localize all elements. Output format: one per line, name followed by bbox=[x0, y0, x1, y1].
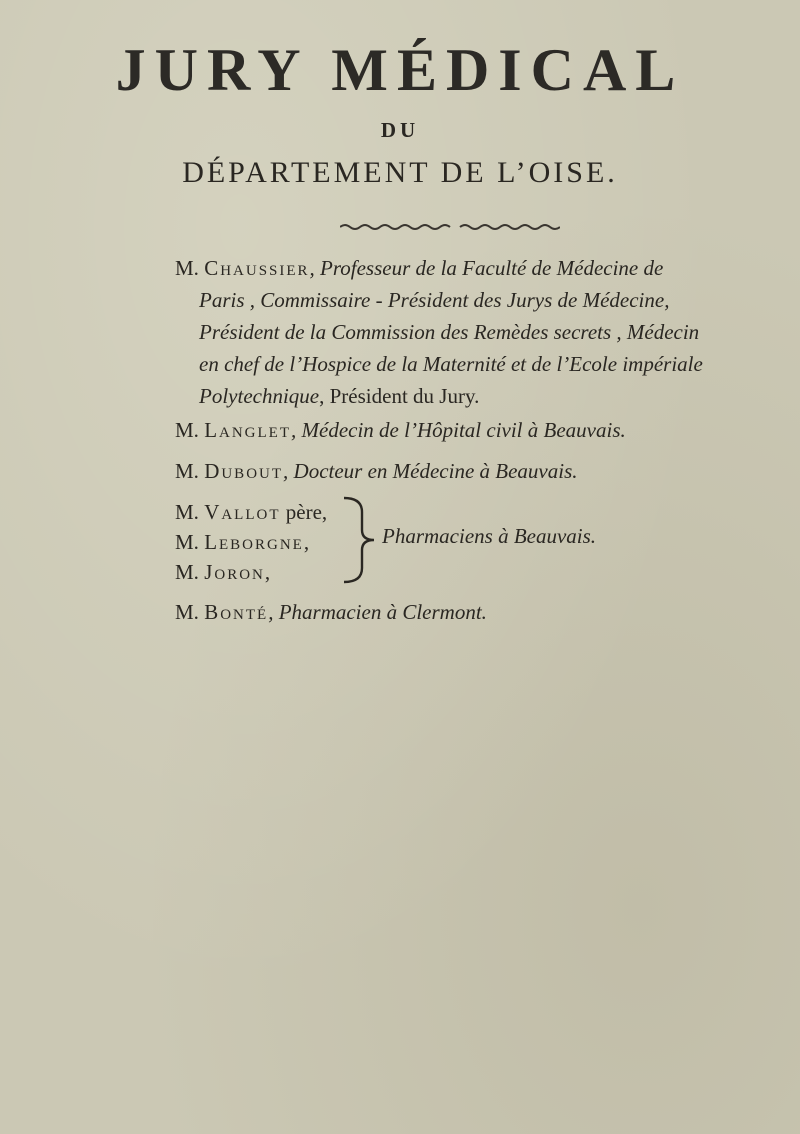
member-name: Joron bbox=[204, 560, 265, 584]
member-suffix: , bbox=[264, 560, 271, 584]
page-title: JURY MÉDICAL bbox=[115, 37, 685, 103]
member-suffix: père, bbox=[280, 500, 328, 524]
member-prefix: M. bbox=[175, 459, 205, 483]
decorative-rule bbox=[340, 222, 560, 232]
member-title-italic: Polytechnique bbox=[199, 384, 320, 408]
member-prefix: M. bbox=[175, 530, 205, 554]
member-prefix: M. bbox=[175, 560, 205, 584]
member-title-line: Président de la Commission des Remèdes secrets , Médecin bbox=[199, 320, 700, 344]
member-title: , Pharmacien à Clermont. bbox=[268, 600, 487, 624]
member-title-line bbox=[175, 380, 775, 412]
member-prefix: M. bbox=[175, 600, 205, 624]
member-bonte bbox=[175, 596, 775, 628]
member-name: Langlet bbox=[204, 418, 292, 442]
member-title: , Médecin de l’Hôpital civil à Beauvais. bbox=[291, 418, 626, 442]
department-heading: DÉPARTEMENT DE L’OISE. bbox=[182, 156, 618, 189]
pharmaciens-label: Pharmaciens à Beauvais. bbox=[382, 524, 597, 548]
member-suffix: , bbox=[303, 530, 310, 554]
right-brace-icon bbox=[340, 494, 380, 586]
member-name: Vallot bbox=[204, 500, 281, 524]
member-title: , Professeur de la Faculté de Médecine de bbox=[309, 256, 664, 280]
member-prefix: M. bbox=[175, 418, 205, 442]
member-title-line: Paris , Commissaire - Président des Jurys de Médecine, bbox=[199, 288, 670, 312]
member-chaussier bbox=[175, 252, 775, 412]
member-prefix: M. bbox=[175, 256, 205, 280]
member-name: Leborgne bbox=[204, 530, 304, 554]
member-dubout bbox=[175, 455, 775, 487]
member-name: Dubout bbox=[204, 459, 284, 483]
member-title-line: en chef de l’Hospice de la Maternité et de l’Ecole impériale bbox=[199, 352, 703, 376]
member-name: Bonté bbox=[204, 600, 269, 624]
member-line bbox=[175, 252, 775, 284]
member-title: , Docteur en Médecine à Beauvais. bbox=[283, 459, 578, 483]
member-joron bbox=[175, 556, 775, 588]
member-prefix: M. bbox=[175, 500, 205, 524]
subtitle-du: DU bbox=[380, 118, 420, 142]
member-langlet bbox=[175, 414, 775, 446]
member-role: , Président du Jury. bbox=[319, 384, 480, 408]
member-name: Chaussier bbox=[204, 256, 310, 280]
